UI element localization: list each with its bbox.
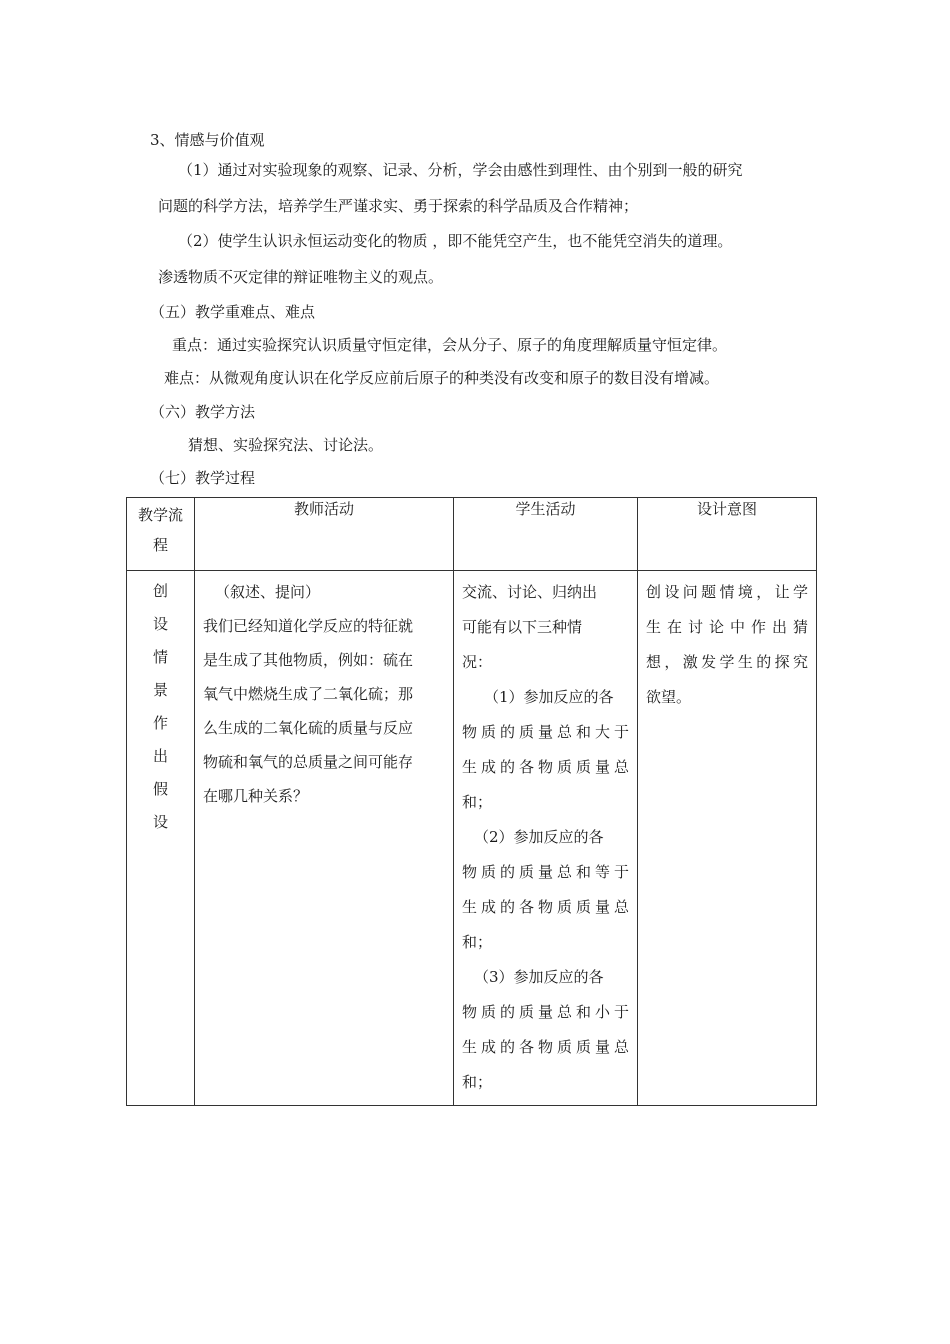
key-point-text: 重点：通过实验探究认识质量守恒定律，会从分子、原子的角度理解质量守恒定律。 [172, 336, 728, 354]
design-intent-cell: 创设问题情境，让学 生在讨论中作出猜 想，激发学生的探究 欲望。 [638, 571, 817, 1106]
section-5-title: （五）教学重难点、难点 [150, 303, 316, 321]
section-3-paragraph-1-line-1: （1）通过对实验现象的观察、记录、分析，学会由感性到理性、由个别到一般的研究 [178, 161, 743, 179]
section-3-paragraph-1-line-2: 问题的科学方法，培养学生严谨求实、勇于探索的科学品质及合作精神； [158, 197, 639, 215]
section-7-title: （七）教学过程 [150, 469, 256, 487]
section-6-title: （六）教学方法 [150, 403, 256, 421]
difficult-point-text: 难点：从微观角度认识在化学反应前后原子的种类没有改变和原子的数目没有增减。 [164, 369, 720, 387]
section-3-title: 3、情感与价值观 [150, 131, 265, 149]
section-3-paragraph-2-line-2: 渗透物质不灭定律的辩证唯物主义的观点。 [158, 268, 444, 286]
teaching-method-text: 猜想、实验探究法、讨论法。 [188, 436, 384, 454]
section-3-paragraph-2-line-1: （2）使学生认识永恒运动变化的物质 ，即不能凭空产生，也不能凭空消失的道理。 [178, 232, 733, 250]
teaching-process-table [126, 497, 817, 1106]
student-activity-cell: 交流、讨论、归纳出 可能有以下三种情 况： （1）参加反应的各 物质的质量总和大于 生成的各物质质量总 和； （2）参加反应的各 物质的质量总和等于 生成的各物质质量总 和； （3）参加反应的各 物质的质量总和小于 生成的各物质质量总 和； [454, 571, 638, 1106]
header-design-intent: 设计意图 [638, 498, 817, 571]
header-student-activity: 学生活动 [454, 498, 638, 571]
header-teaching-flow: 教学流 程 [127, 498, 195, 571]
table-header-row [127, 498, 817, 571]
flow-cell: 创 设 情 景 作 出 假 设 [127, 571, 195, 1106]
table-row [127, 571, 817, 1106]
teacher-activity-cell: （叙述、提问） 我们已经知道化学反应的特征就 是生成了其他物质，例如：硫在 氧气中燃烧生成了二氧化硫；那 么生成的二氧化硫的质量与反应 物硫和氧气的总质量之间可能存 在哪几种关系？ [195, 571, 454, 1106]
header-teacher-activity: 教师活动 [195, 498, 454, 571]
